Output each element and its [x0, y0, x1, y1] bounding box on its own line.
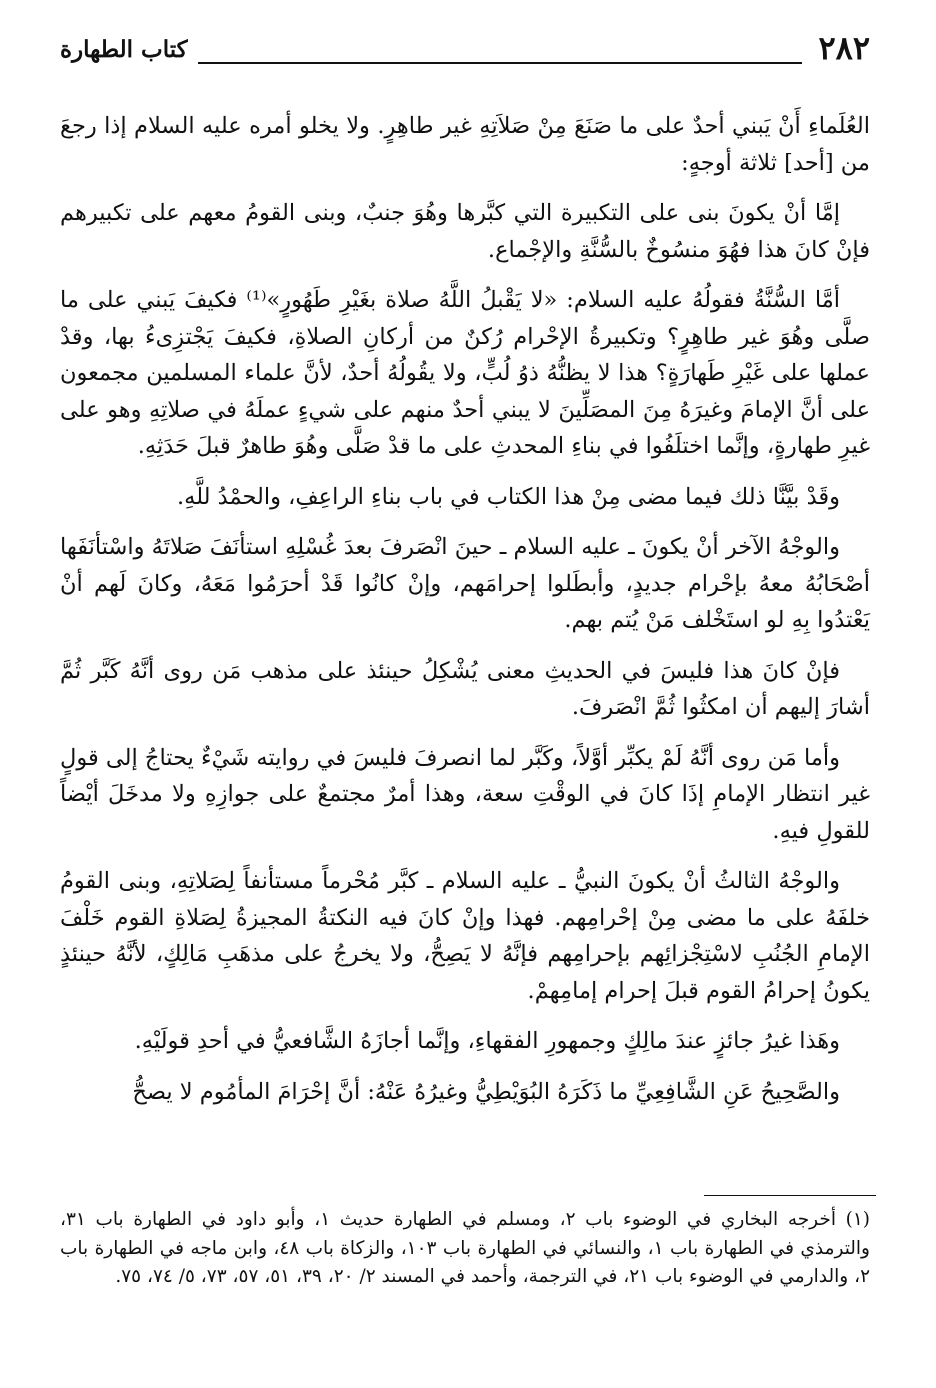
footnotes: [60, 1206, 870, 1292]
header-rule: [198, 62, 802, 64]
main-text: [60, 108, 870, 1124]
paragraph: والوجْهُ الثالثُ أنْ يكونَ النبيُّ ـ عليه السلام ـ كبَّر مُحْرماً مستأنفاً لِصَلاتِهِ، وبنى القومُ خلفَهُ على ما مضى مِنْ إحْرامِهم. فهذا وإنْ كانَ فيه النكتةُ المجيزةُ لِصَلاةِ القوم خَلْفَ الإمامِ الجُنُبِ لاسْتِجْزائِهم بإحرامِهم فإنَّهُ لا يَصِحُّ، ولا يخرجُ على مذهَبِ مَالِكٍ، لأنَّهُ حينئذٍ يكونُ إحرامُ القوم قبلَ إحرام إمامِهمْ.: [60, 868, 870, 1004]
footnote: (١) أخرجه البخاري في الوضوء باب ٢، ومسلم في الطهارة حديث ١، وأبو داود في الطهارة باب ٣١، والترمذي في الطهارة باب ١، والنسائي في الطهارة باب ١٠٣، والزكاة باب ٤٨، وابن ماجه في الطهارة باب ٢، والدارمي في الوضوء باب ٢١، في الترجمة، وأحمد في المسند ٢/ ٢٠، ٣٩، ٥١، ٥٧، ٧٣، ٥/ ٧٤، ٧٥.: [60, 1209, 870, 1287]
paragraph: إمَّا أنْ يكونَ بنى على التكبيرة التي كبَّرها وهُوَ جنبٌ، وبنى القومُ معهم على تكبيرهم فإنْ كانَ هذا فهُوَ منسُوخٌ بالسُّنَّةِ والإجْماع.: [60, 200, 870, 263]
running-title: كتاب الطهارة: [60, 36, 188, 63]
paragraph: وهَذا غيرُ جائزٍ عندَ مالِكٍ وجمهورِ الفقهاءِ، وإنَّما أجازَهُ الشَّافعيُّ في أحدِ قولَيْهِ.: [134, 1028, 840, 1054]
paragraph: العُلَماءِ أَنْ يَبني أحدٌ على ما صَنَعَ مِنْ صَلاَتِهِ غير طاهِرٍ. ولا يخلو أمره عليه السلام إذا رجعَ من [أحد] ثلاثة أوجهٍ:: [60, 113, 870, 176]
paragraph: والصَّحِيحُ عَنِ الشَّافِعِيِّ ما ذَكَرَهُ البُوَيْطِيُّ وغيرُهُ عَنْهُ: أنَّ إحْرَامَ المأمُوم لا يصحُّ: [132, 1078, 840, 1105]
page-number: ٢٨٢: [818, 29, 870, 67]
paragraph: وأما مَن روى أنَّهُ لَمْ يكبِّر أوَّلاً، وكَبَّر لما انصرفَ فليسَ في روايته شَيْءٌ يحتاجُ إلى قولٍ غير انتظار الإمامِ إذَا كانَ في الوقْتِ سعة، وهذا أمرٌ مجتمعٌ على جوازِهِ ولا مدخَلَ أيْضاً للقولِ فيهِ.: [60, 744, 870, 844]
paragraph: والوجْهُ الآخر أنْ يكونَ ـ عليه السلام ـ حينَ انْصَرفَ بعدَ غُسْلِهِ استأنَفَ صَلاتَهُ واسْتأنَفَها أصْحَابُهُ معهُ بإحْرام جديدٍ، وأبطَلوا إحرامَهم، وإنْ كانُوا قَدْ أحرَمُوا مَعَهُ، وكانَ لَهم أنْ يَعْتدُوا بِهِ لو استَخْلف مَنْ يُتم بهم.: [60, 534, 870, 633]
paragraph: وقَدْ بيَّنَّا ذلك فيما مضى مِنْ هذا الكتاب في باب بناءِ الراعِفِ، والحمْدُ للَّهِ.: [176, 483, 840, 510]
paragraph: أمَّا السُّنَّةُ فقولُهُ عليه السلام: «لا يَقْبلُ اللَّهُ صلاة بغَيْرِ طَهُورٍ»⁽¹⁾ فكيفَ يَبني على ما صلَّى وهُوَ غير طاهِرٍ؟ وتكبيرةُ الإحْرام رُكنٌ من أركانِ الصلاةِ، فكيفَ يَجْتزِىءُ بها، وقدْ عملها على غَيْرِ طَهارَةٍ؟ هذا لا يظنُّهُ ذوُ لُبٍّ، ولا يقُولُهُ أحدٌ، لأنَّ علماء المسلمين مجمعون على أنَّ الإمامَ وغيرَهُ مِنَ المصَلِّينَ لا يبني أحدٌ منهم على شيءٍ عملَهُ في صلاتِهِ وهو على غيرِ طهارةٍ، وإنَّما اختلَفُوا في بناءِ المحدثِ على ما قدْ صَلَّى وهُوَ طاهرٌ قبلَ حَدَثِهِ.: [60, 287, 870, 459]
page-header: [60, 28, 870, 72]
footnote-separator: [704, 1195, 876, 1196]
paragraph: فإنْ كانَ هذا فليسَ في الحديثِ معنى يُشْكِلُ حينئذ على مذهب مَن روى أنَّهُ كَبَّر ثُمَّ أشارَ إليهم أن امكثُوا ثُمَّ انْصَرفَ.: [60, 657, 870, 720]
